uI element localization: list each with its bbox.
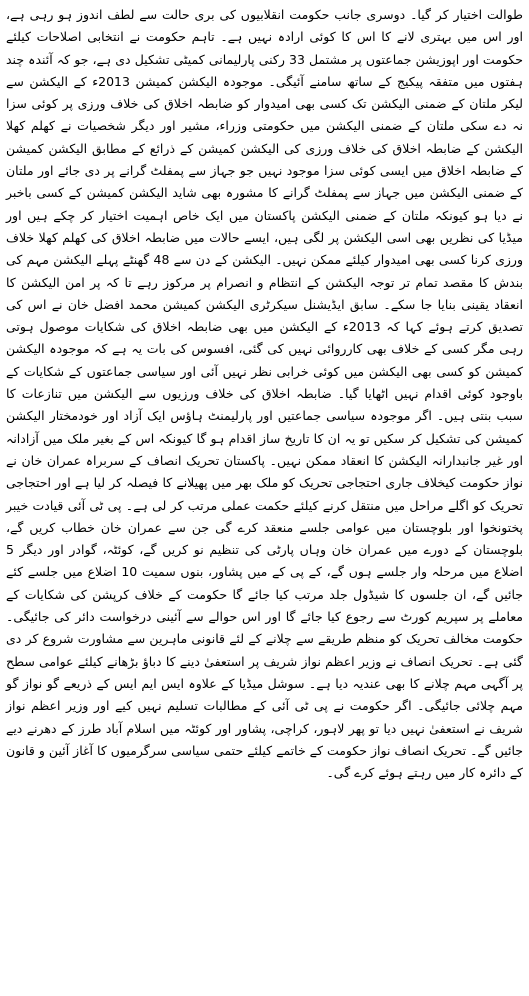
article-paragraph: طوالت اختیار کر گیا۔ دوسری جانب حکومت انقلابیوں کی بری حالت سے لطف اندوز ہو رہی ہے، اور اس میں بہتری لانے کا اس کا کوئی ارادہ نہیں ہے۔ تاہم حکومت نے انتخابی اصلاحات کیلئے حکومت اور اپوزیشن جماعتوں پر مشتمل 33 رکنی پارلیمانی کمیٹی تشکیل دی ہے، جو کہ آئندہ چند ہفتوں میں متفقہ پیکیج کے ساتھ سامنے آئیگی۔ موجودہ الیکشن کمیشن 2013ء کے الیکشن سے لیکر ملتان کے ضمنی الیکشن تک کسی بھی امیدوار کو ضابطہ اخلاق کی خلاف ورزی پر کوئی سزا نہ دے سکی ملتان کے ضمنی الیکشن میں حکومتی وزراء، مشیر اور دیگر شخصیات نے کھلم کھلا الیکشن کے ضابطہ اخلاق کی خلاف ورزی کی الیکشن کمیشن کے ذرائع کے مطابق الیکشن کمیشن کے ضابطہ اخلاق میں ایسی کوئی سزا موجود نہیں جو جہاز سے پمفلٹ گرانے پر دی جائے اور ملتان کے ضمنی الیکشن میں جہاز سے پمفلٹ گرانے کا مشورہ بھی شاید الیکشن کمیشن کے کسی باخبر نے دیا ہو کیونکہ ملتان کے ضمنی الیکشن پاکستان میں ایک خاص اہمیت اختیار کر چکے ہیں اور میڈیا کی نظریں بھی اسی الیکشن پر لگی ہیں، ایسے حالات میں ضابطہ اخلاق کی کھلم کھلا خلاف ورزی کرنا کسی بھی امیدوار کیلئے ممکن نہیں۔ الیکشن کے دن سے 48 گھنٹے پہلے الیکشن مہم کی بندش کا مقصد تمام تر توجہ الیکشن کے انتظام و انصرام پر مرکوز رہے تا کہ پر امن الیکشن کا انعقاد یقینی بنایا جا سکے۔ سابق ایڈیشنل سیکرٹری الیکشن کمیشن محمد افضل خان نے اس کی تصدیق کرتے ہوئے کہا کہ 2013ء کے الیکشن میں بھی ضابطہ اخلاق کی شکایات موصول ہوتی رہی مگر کسی کے خلاف بھی کارروائی نہیں کی گئی، افسوس کی بات یہ ہے کہ موجودہ الیکشن کمیشن کو کسی بھی الیکشن میں کوئی خرابی نظر نہیں آئی اور سیاسی جماعتوں کے شکایات کے باوجود کوئی اقدام نہیں اٹھایا گیا۔ ضابطہ اخلاق کی خلاف ورزیوں سے الیکشن میں تنازعات کا سبب بنتی ہیں۔ اگر موجودہ سیاسی جماعتیں اور پارلیمنٹ ہاؤس ایک آزاد اور خودمختار الیکشن کمیشن کی تشکیل کر سکیں تو یہ ان کا تاریخ ساز اقدام ہو گا کیونکہ اس کے بغیر ملک میں آزادانہ اور غیر جانبدارانہ الیکشن کا انعقاد ممکن نہیں۔ پاکستان تحریک انصاف کے سربراہ عمران خان نے نواز حکومت کیخلاف جاری احتجاجی تحریک کو ملک بھر میں پھیلانے کا فیصلہ کر لیا ہے اور احتجاجی تحریک کو اگلے مراحل میں منتقل کرنے کیلئے حکمت عملی مرتب کر لی ہے۔ پی ٹی آئی قیادت خیبر پختونخوا اور بلوچستان میں عوامی جلسے منعقد کرے گی جن سے عمران خان خطاب کریں گے، بلوچستان کے دورے میں عمران خان وہاں پارٹی کی تنظیم نو کریں گے، کوئٹہ، گوادر اور دیگر 5 اضلاع میں مرحلہ وار جلسے ہوں گے، کے پی کے میں پشاور، بنوں سمیت 10 اضلاع میں جلسے کئے جائیں گے، ان جلسوں کا شیڈول جلد مرتب کیا جائے گا حکومت کے خلاف کرپشن کی شکایات کے معاملے پر سپریم کورٹ سے رجوع کیا جائے گا اور اس حوالے سے آئینی درخواست دائر کی جائیگی۔ حکومت مخالف تحریک کو منظم طریقے سے چلانے کے لئے قانونی ماہرین سے مشاورت شروع کر دی گئی ہے۔ تحریک انصاف نے وزیر اعظم نواز شریف پر استعفیٰ دینے کا دباؤ بڑھانے کیلئے عوامی سطح پر آگہی مہم چلانے کا بھی عندیہ دیا ہے۔ سوشل میڈیا کے علاوہ ایس ایم ایس کے ذریعے گو نواز گو مہم چلائی جائیگی۔ اگر حکومت نے پی ٹی آئی کے مطالبات تسلیم نہیں کیے اور وزیر اعظم نواز شریف نے استعفیٰ نہیں دیا تو پھر لاہور، کراچی، پشاور اور کوئٹہ میں اسلام آباد طرز کے دھرنے دیے جائیں گے۔ تحریک انصاف نواز حکومت کے خاتمے کیلئے حتمی سیاسی سرگرمیوں کا آغاز آئین و قانون کے دائرہ کار میں رہتے ہوئے کرے گی۔ — [6, 7, 524, 781]
